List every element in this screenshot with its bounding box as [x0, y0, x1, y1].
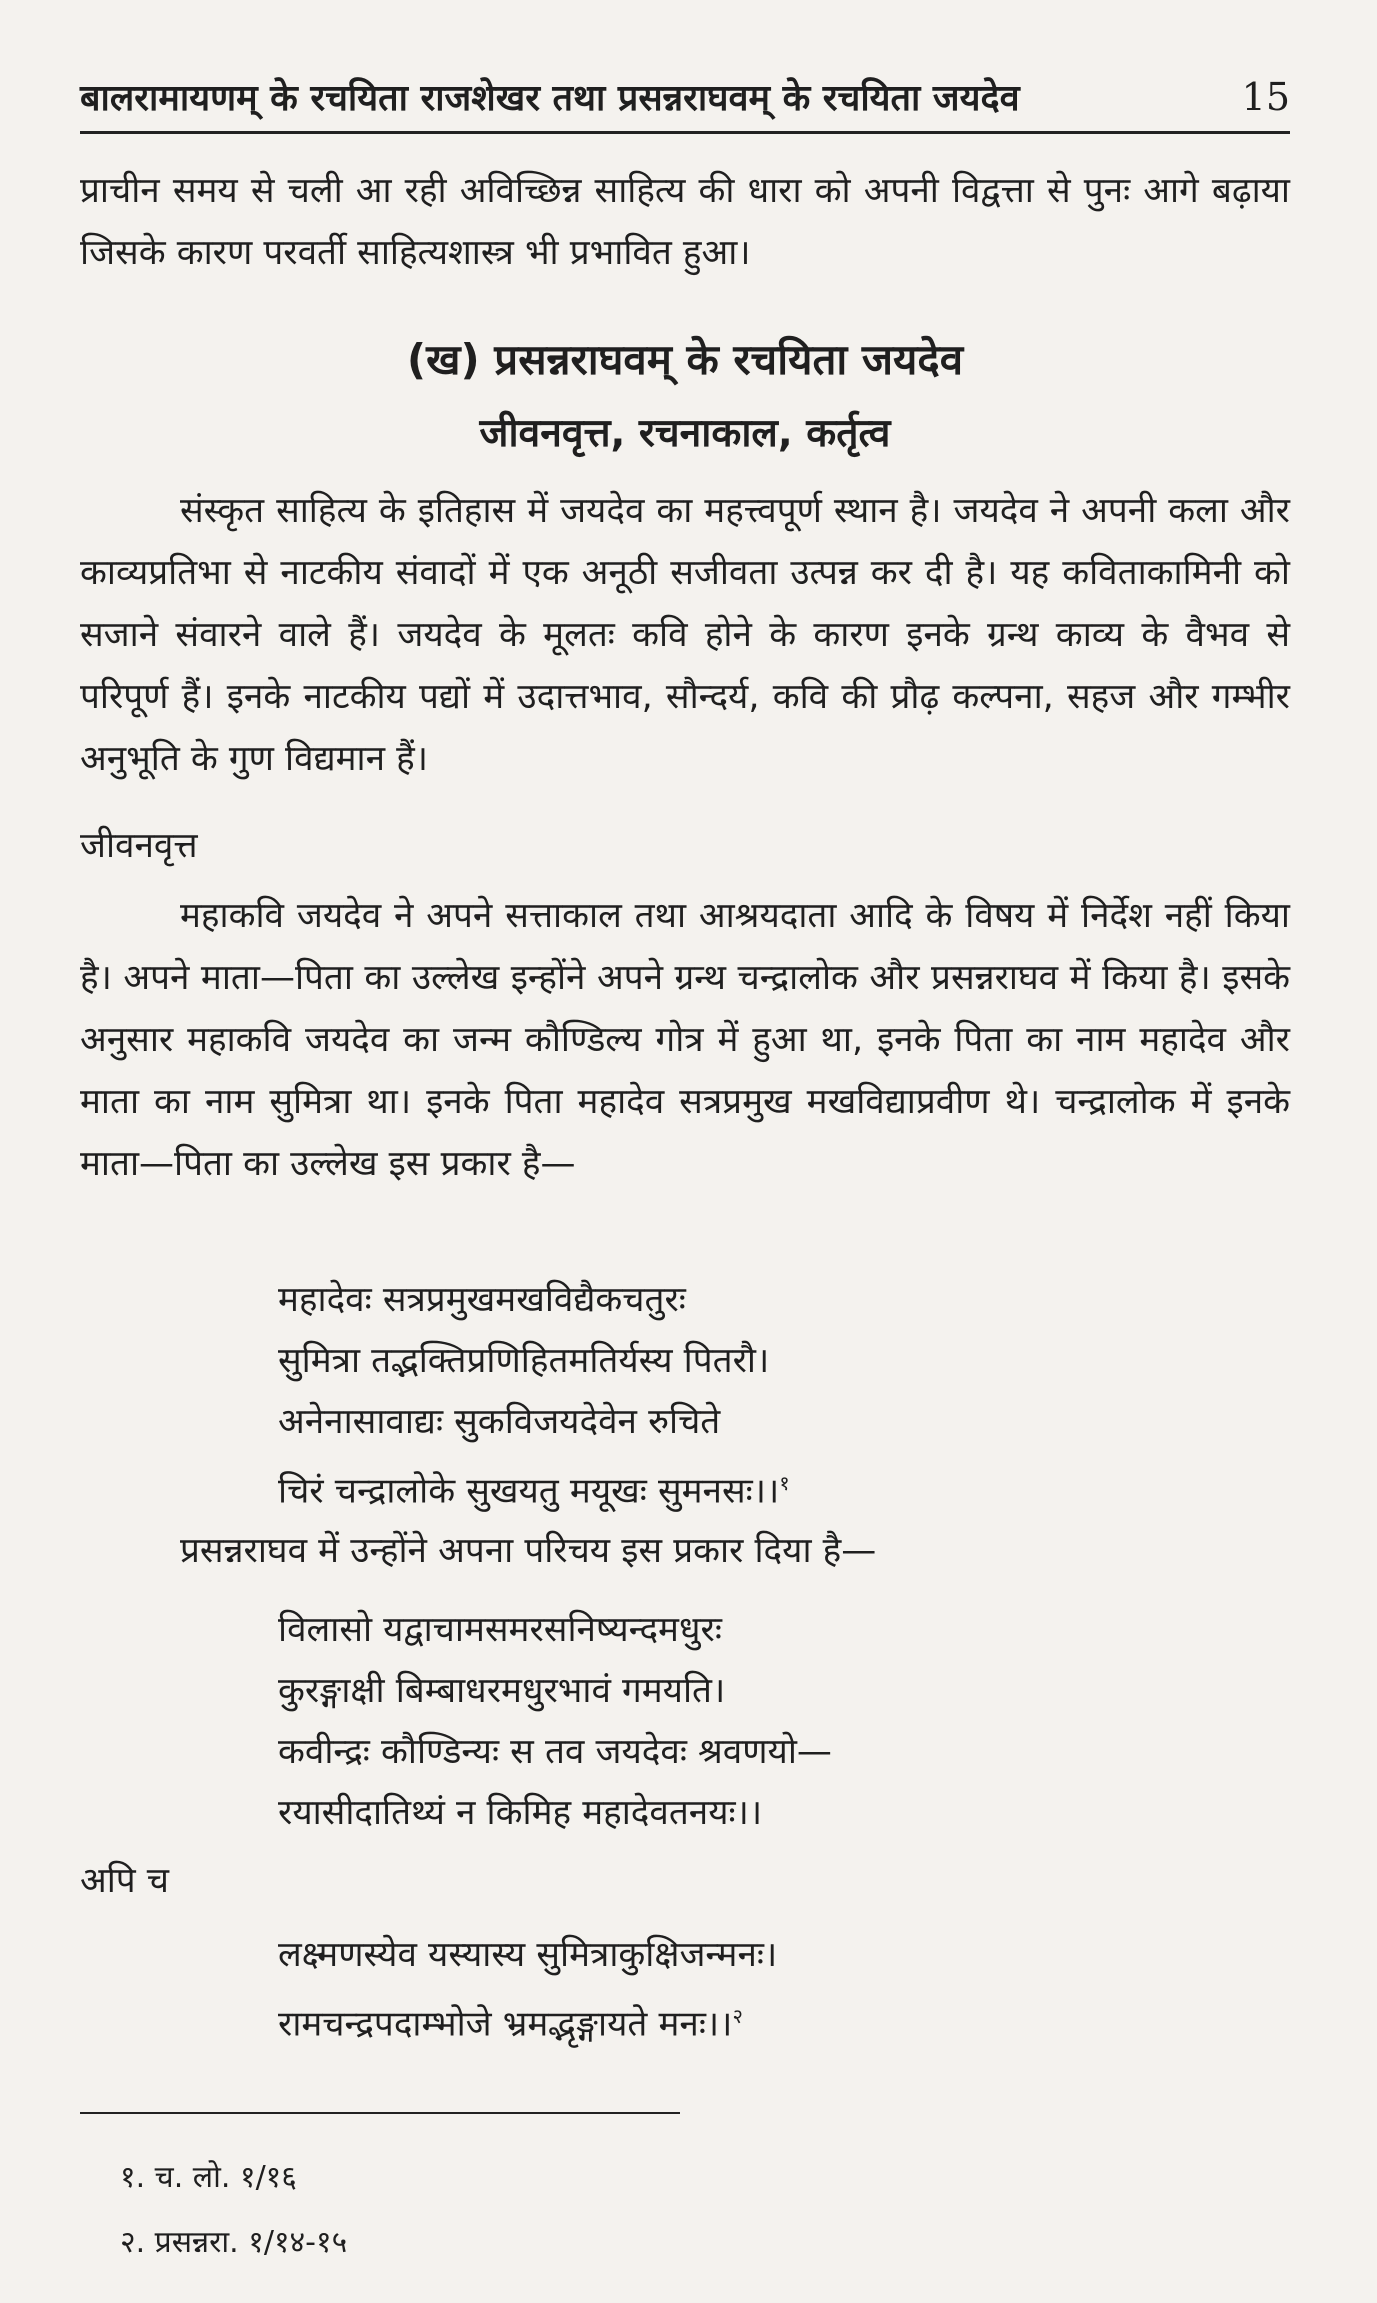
verse-line: रयासीदातिथ्यं न किमिह महादेवतनयः।। — [278, 1793, 763, 1833]
verse-line: कवीन्द्रः कौण्डिन्यः स तव जयदेवः श्रवणयो— — [278, 1732, 832, 1772]
paragraph-3: प्रसन्नराघव में उन्होंने अपना परिचय इस प्रकार दिया है— — [180, 1531, 877, 1571]
verse-line: अनेनासावाद्यः सुकविजयदेवेन रुचिते — [278, 1402, 721, 1442]
paragraph-2: महाकवि जयदेव ने अपने सत्ताकाल तथा आश्रयदाता आदि के विषय में निर्देश नहीं किया है। अपने माता—पिता का उल्लेख इन्होंने अपने ग्रन्थ चन्द्रालोक और प्रसन्नराघव में किया है। इसके अनुसार महाकवि जयदेव का जन्म कौण्डिल्य गोत्र में हुआ था, इनके पिता का नाम महादेव और माता का नाम सुमित्रा था। इनके पिता महादेव सत्रप्रमुख मखविद्याप्रवीण थे। चन्द्रालोक में इनके माता—पिता का उल्लेख इस प्रकार है— — [80, 896, 1290, 1184]
footnote-1: १. च. लो. १/१६ — [120, 2160, 297, 2195]
running-title: बालरामायणम् के रचयिता राजशेखर तथा प्रसन्नराघवम् के रचयिता जयदेव — [80, 78, 1020, 119]
intro-paragraph: प्राचीन समय से चली आ रही अविच्छिन्न साहित्य की धारा को अपनी विद्वत्ता से पुनः आगे बढ़ाया जिसके कारण परवर्ती साहित्यशास्त्र भी प्रभावित हुआ। — [80, 171, 1290, 273]
paragraph-1: संस्कृत साहित्य के इतिहास में जयदेव का महत्त्वपूर्ण स्थान है। जयदेव ने अपनी कला और काव्यप्रतिभा से नाटकीय संवादों में एक अनूठी सजीवता उत्पन्न कर दी है। यह कविताकामिनी को सजाने संवारने वाले हैं। जयदेव के मूलतः कवि होने के कारण इनके ग्रन्थ काव्य के वैभव से परिपूर्ण हैं। इनके नाटकीय पद्यों में उदात्तभाव, सौन्दर्य, कवि की प्रौढ़ कल्पना, सहज और गम्भीर अनुभूति के गुण विद्यमान हैं। — [80, 491, 1290, 779]
footnote-2: २. प्रसन्नरा. १/१४-१५ — [120, 2225, 348, 2260]
verse-3 — [278, 1925, 777, 2056]
header-rule — [80, 131, 1290, 134]
verse-line: लक्ष्मणस्येव यस्यास्य सुमित्राकुक्षिजन्मनः। — [278, 1935, 778, 1975]
verse-2 — [278, 1600, 832, 1844]
section-title: (ख) प्रसन्नराघवम् के रचयिता जयदेव — [406, 335, 964, 384]
footnote-ref: २ — [732, 2004, 743, 2028]
verse-line: महादेवः सत्रप्रमुखमखविद्यैकचतुरः — [278, 1280, 686, 1320]
verse-line: चिरं चन्द्रालोके सुखयतु मयूखः सुमनसः।।$^१$ — [278, 1471, 790, 1512]
verse-line: विलासो यद्वाचामसमरसनिष्यन्दमधुरः — [278, 1610, 722, 1650]
verse-line: सुमित्रा तद्भक्तिप्रणिहितमतिर्यस्य पितरौ। — [278, 1341, 770, 1381]
verse-line: कुरङ्गाक्षी बिम्बाधरमधुरभावं गमयति। — [278, 1671, 726, 1711]
subheading-jeevanvritt: जीवनवृत्त — [80, 826, 198, 866]
section-subtitle: जीवनवृत्त, रचनाकाल, कर्तृत्व — [479, 411, 891, 456]
running-header — [80, 72, 1290, 121]
footnote-rule — [80, 2112, 680, 2114]
verse-1 — [278, 1270, 790, 1523]
footnote-ref: १ — [779, 1471, 790, 1495]
page-number: 15 — [1241, 75, 1290, 119]
verse-line: रामचन्द्रपदाम्भोजे भ्रमद्भृङ्गायते मनः।।$^२$ — [278, 2004, 743, 2045]
api-ca: अपि च — [80, 1861, 170, 1901]
